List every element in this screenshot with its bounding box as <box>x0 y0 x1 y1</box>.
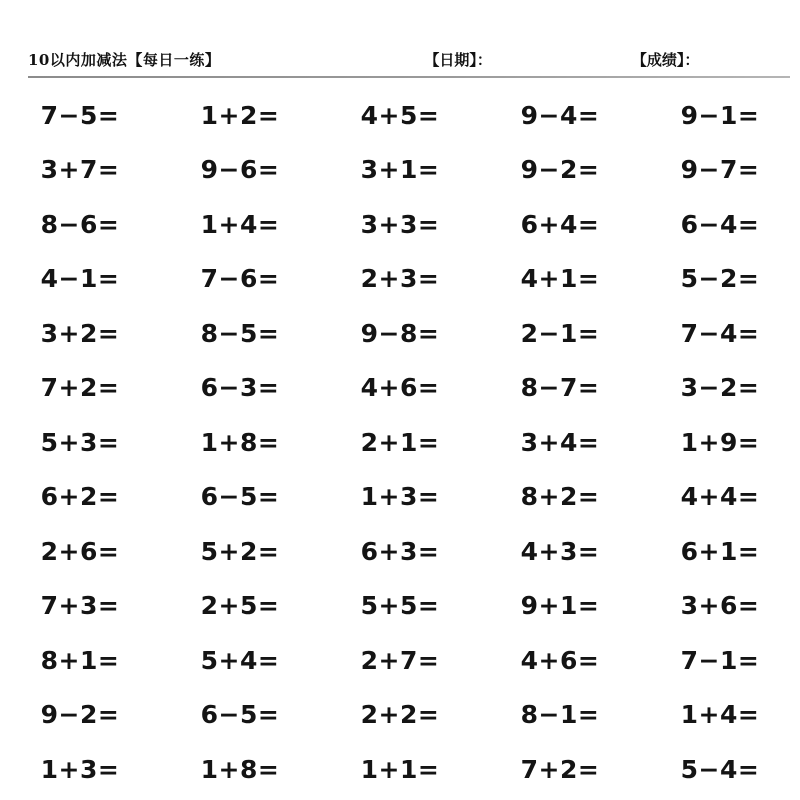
problem-row <box>0 197 800 252</box>
problem-row <box>0 143 800 198</box>
problem-row <box>0 361 800 416</box>
problem-item[interactable]: 2+5= <box>200 591 280 621</box>
problem-item[interactable]: 8+1= <box>40 645 120 675</box>
problem-item[interactable]: 7+2= <box>40 373 120 403</box>
problem-item[interactable]: 4+3= <box>520 536 600 566</box>
problem-item[interactable]: 2+7= <box>360 645 440 675</box>
problem-item[interactable]: 5−2= <box>680 264 760 294</box>
problem-item[interactable]: 3+4= <box>520 427 600 457</box>
problem-row <box>0 579 800 634</box>
problem-item[interactable]: 3+1= <box>360 155 440 185</box>
problem-item[interactable]: 8−6= <box>40 209 120 239</box>
problem-item[interactable]: 7−4= <box>680 318 760 348</box>
problem-item[interactable]: 6−3= <box>200 373 280 403</box>
problem-row <box>0 633 800 688</box>
problem-item[interactable]: 2+2= <box>360 700 440 730</box>
problem-row <box>0 742 800 797</box>
problem-item[interactable]: 9+1= <box>520 591 600 621</box>
problem-item[interactable]: 9−2= <box>40 700 120 730</box>
problem-item[interactable]: 1+1= <box>360 754 440 784</box>
problem-item[interactable]: 9−4= <box>520 100 600 130</box>
problem-item[interactable]: 9−1= <box>680 100 760 130</box>
problem-item[interactable]: 5+4= <box>200 645 280 675</box>
date-label: 【日期】： <box>424 51 492 69</box>
problem-row <box>0 470 800 525</box>
problem-item[interactable]: 1+8= <box>200 427 280 457</box>
page-title: 10以内加减法【每日一练】 <box>28 51 221 69</box>
problem-item[interactable]: 9−7= <box>680 155 760 185</box>
worksheet-header <box>0 0 800 78</box>
problem-item[interactable]: 6+2= <box>40 482 120 512</box>
problem-item[interactable]: 3+2= <box>40 318 120 348</box>
score-label: 【成绩】： <box>631 51 700 69</box>
problem-item[interactable]: 1+9= <box>680 427 760 457</box>
problem-item[interactable]: 1+4= <box>680 700 760 730</box>
problem-item[interactable]: 9−8= <box>360 318 440 348</box>
problem-item[interactable]: 6−4= <box>680 209 760 239</box>
problem-item[interactable]: 4+5= <box>360 100 440 130</box>
problem-item[interactable]: 9−2= <box>520 155 600 185</box>
problem-row <box>0 88 800 143</box>
problem-item[interactable]: 4−1= <box>40 264 120 294</box>
problem-item[interactable]: 7+3= <box>40 591 120 621</box>
problem-item[interactable]: 3−2= <box>680 373 760 403</box>
problem-item[interactable]: 7−6= <box>200 264 280 294</box>
problem-item[interactable]: 1+2= <box>200 100 280 130</box>
problem-item[interactable]: 7−1= <box>680 645 760 675</box>
problem-item[interactable]: 5+3= <box>40 427 120 457</box>
problem-item[interactable]: 4+1= <box>520 264 600 294</box>
problem-item[interactable]: 6+1= <box>680 536 760 566</box>
problem-item[interactable]: 5+5= <box>360 591 440 621</box>
problem-item[interactable]: 1+8= <box>200 754 280 784</box>
problem-item[interactable]: 5+2= <box>200 536 280 566</box>
problem-item[interactable]: 3+3= <box>360 209 440 239</box>
problem-item[interactable]: 1+4= <box>200 209 280 239</box>
problem-item[interactable]: 2+1= <box>360 427 440 457</box>
problem-row <box>0 252 800 307</box>
problem-row <box>0 415 800 470</box>
problem-row <box>0 524 800 579</box>
problem-item[interactable]: 6−5= <box>200 482 280 512</box>
problem-item[interactable]: 7−5= <box>40 100 120 130</box>
problem-item[interactable]: 6+3= <box>360 536 440 566</box>
problem-item[interactable]: 1+3= <box>40 754 120 784</box>
problem-item[interactable]: 8−5= <box>200 318 280 348</box>
problem-item[interactable]: 9−6= <box>200 155 280 185</box>
problem-item[interactable]: 1+3= <box>360 482 440 512</box>
problem-item[interactable]: 2−1= <box>520 318 600 348</box>
problem-row <box>0 688 800 743</box>
problem-item[interactable]: 2+6= <box>40 536 120 566</box>
problem-item[interactable]: 8−1= <box>520 700 600 730</box>
header-row <box>28 0 790 78</box>
problem-item[interactable]: 8+2= <box>520 482 600 512</box>
problem-item[interactable]: 3+7= <box>40 155 120 185</box>
problem-item[interactable]: 6−5= <box>200 700 280 730</box>
problem-item[interactable]: 6+4= <box>520 209 600 239</box>
problem-item[interactable]: 8−7= <box>520 373 600 403</box>
problem-item[interactable]: 4+4= <box>680 482 760 512</box>
problem-row <box>0 306 800 361</box>
problem-grid <box>0 78 800 797</box>
problem-item[interactable]: 4+6= <box>360 373 440 403</box>
problem-item[interactable]: 7+2= <box>520 754 600 784</box>
problem-item[interactable]: 2+3= <box>360 264 440 294</box>
problem-item[interactable]: 4+6= <box>520 645 600 675</box>
problem-item[interactable]: 3+6= <box>680 591 760 621</box>
problem-item[interactable]: 5−4= <box>680 754 760 784</box>
